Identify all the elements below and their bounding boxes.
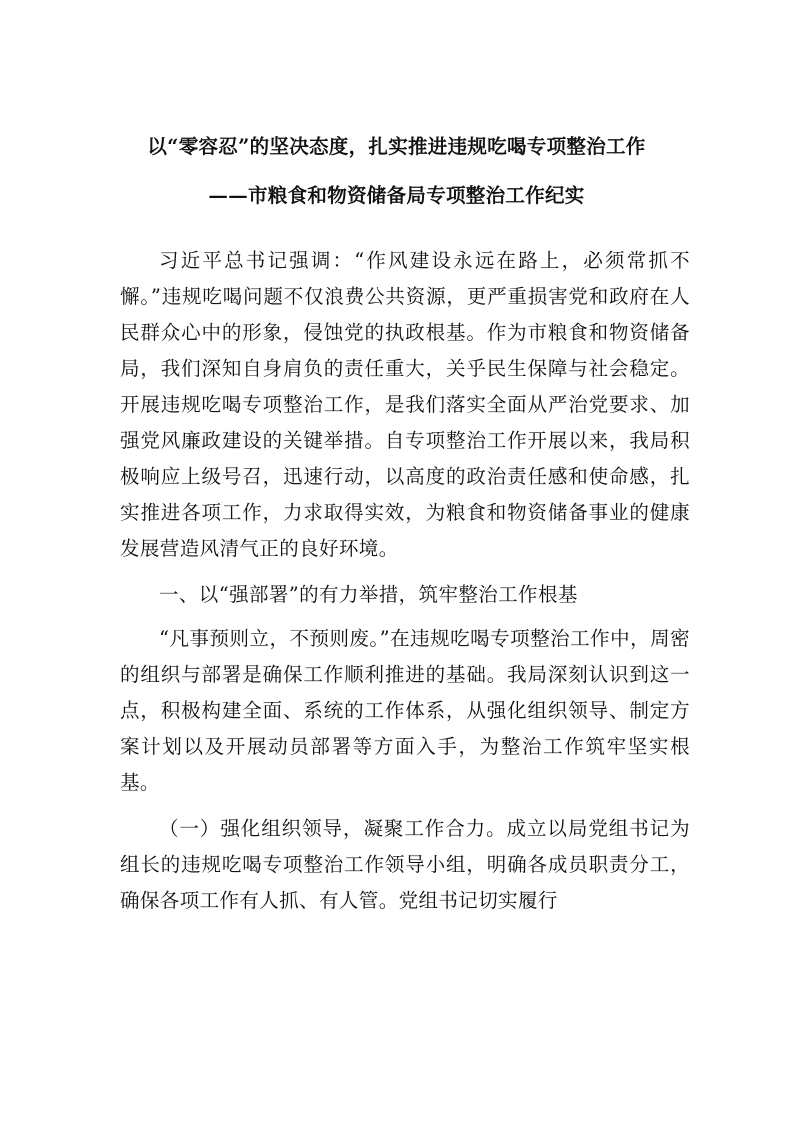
document-body <box>120 243 690 929</box>
section-heading-1: 一、以“强部署”的有力举措，筑牢整治工作根基 <box>159 583 578 606</box>
paragraph-intro: 习近平总书记强调：“作风建设永远在路上，必须常抓不懈。”违规吃喝问题不仅浪费公共资源，更严重损害党和政府在人民群众心中的形象，侵蚀党的执政根基。作为市粮食和物资储备局，我们深知自身肩负的责任重大，关乎民生保障与社会稳定。开展违规吃喝专项整治工作，是我们落实全面从严治党要求、加强党风廉政建设的关键举措。自专项整治工作开展以来，我局积极响应上级号召，迅速行动，以高度的政治责任感和使命感，扎实推进各项工作，力求取得实效，为粮食和物资储备事业的健康发展营造风清气正的良好环境。 <box>120 249 690 560</box>
document-subtitle: ——市粮食和物资储备局专项整治工作纪实 <box>208 184 585 207</box>
paragraph-section-1: “凡事预则立，不预则废。”在违规吃喝专项整治工作中，周密的组织与部署是确保工作顺利推进的基础。我局深刻认识到这一点，积极构建全面、系统的工作体系，从强化组织领导、制定方案计划以及开展动员部署等方面入手，为整治工作筑牢坚实根基。 <box>120 627 690 794</box>
paragraph-subsection-1: （一）强化组织领导，凝聚工作合力。成立以局党组书记为组长的违规吃喝专项整治工作领导小组，明确各成员职责分工，确保各项工作有人抓、有人管。党组书记切实履行 <box>120 817 690 912</box>
document-title: 以“零容忍”的坚决态度，扎实推进违规吃喝专项整治工作 <box>147 135 646 158</box>
